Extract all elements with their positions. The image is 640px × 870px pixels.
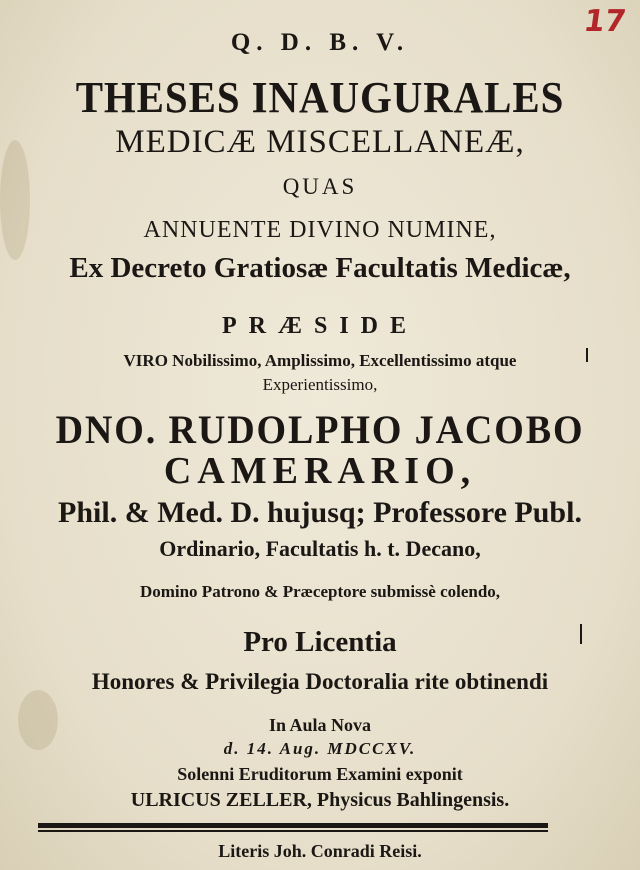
title-line-1: THESES INAUGURALES [75,73,565,122]
title-line-2: MEDICÆ MISCELLANEÆ, [115,124,525,160]
solenni-line: Solenni Eruditorum Examini exponit [177,764,463,784]
handwritten-page-number: 17 [581,4,629,39]
president-name-line-2: CAMERARIO, [163,450,477,492]
aula-line: In Aula Nova [268,715,372,735]
respondent-line: ULRICUS ZELLER, Physicus Bahlingensis. [130,789,510,811]
header-abbreviation: Q. D. B. V. [230,29,410,56]
ordinario-line: Ordinario, Facultatis h. t. Decano, [159,536,481,561]
president-name-line-1: DNO. RUDOLPHO JACOBO [55,407,585,452]
licentia-line: Pro Licentia [243,626,397,658]
printer-imprint: Literis Joh. Conradi Reisi. [218,841,422,861]
honores-line: Honores & Privilegia Doctoralia rite obtinendi [91,669,549,694]
divider-thick [38,823,548,828]
quas-line: QUAS [282,174,358,199]
annuente-line: ANNUENTE DIVINO NUMINE, [143,217,497,243]
experientissimo-line: Experientissimo, [262,375,378,394]
domino-line: Domino Patrono & Præceptore submissè colendo, [139,582,501,601]
date-line: d. 14. Aug. MDCCXV. [223,739,417,758]
credentials-line: Phil. & Med. D. hujusq; Professore Publ. [58,496,582,529]
praeside-line: PRÆSIDE [221,313,419,339]
viro-line: VIRO Nobilissimo, Amplissimo, Excellentissimo atque [123,351,517,370]
divider-thin [38,830,548,832]
decreto-line: Ex Decreto Gratiosæ Facultatis Medicæ, [69,252,571,284]
